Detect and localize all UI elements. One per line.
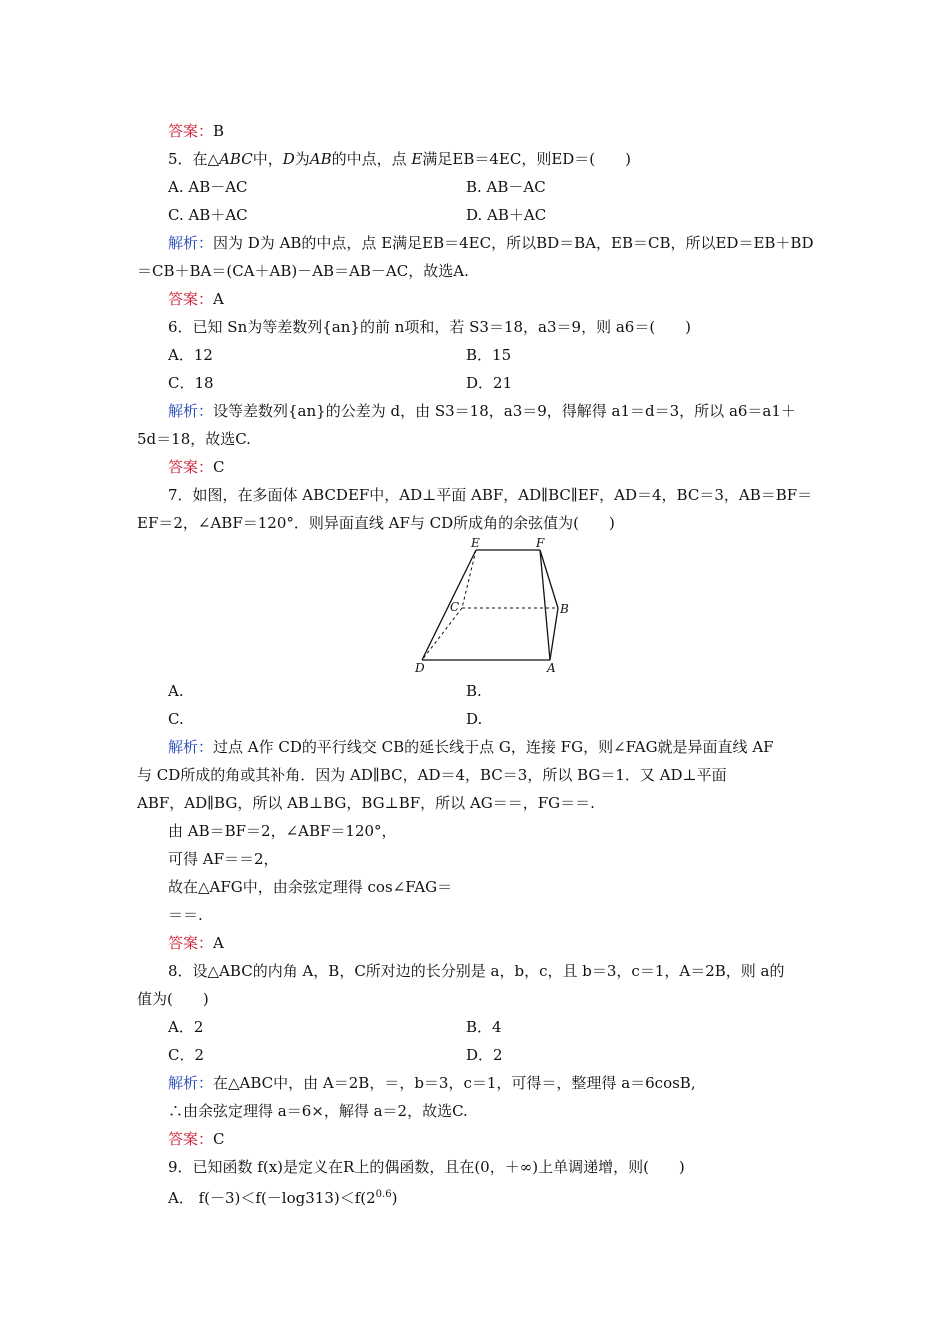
q5-option-b: B. AB－AC: [466, 178, 546, 196]
q8-option-d: D．2: [466, 1046, 503, 1064]
q5-stem: 5．在△ABC中，D为AB的中点，点 E满足EB＝4EC，则ED＝( ): [168, 150, 631, 168]
q7-option-c: C.: [168, 710, 184, 728]
q8-analysis-line1: 解析：在△ABC中，由 A＝2B，＝，b＝3，c＝1，可得＝，整理得 a＝6cosB,: [168, 1074, 696, 1092]
q6-option-b: B．15: [466, 346, 512, 364]
q8-analysis-line2: ∴由余弦定理得 a＝6×，解得 a＝2，故选C.: [168, 1102, 468, 1120]
q7-option-d: D.: [466, 710, 483, 728]
q9-stem: 9．已知函数 f(x)是定义在R上的偶函数，且在(0，＋∞)上单调递增，则( ): [168, 1158, 685, 1176]
q7-analysis-line1: 解析：过点 A作 CD的平行线交 CB的延长线于点 G，连接 FG，则∠FAG就是异面直线 AF: [168, 738, 774, 756]
q8-option-b: B．4: [466, 1018, 502, 1036]
q5-answer-line: 答案：A: [168, 290, 224, 308]
answer-value: B: [213, 122, 225, 140]
q6-answer-line: 答案：C: [168, 458, 225, 476]
q4-answer-line: [168, 120, 816, 142]
q6-stem: 6．已知 Sn为等差数列{an}的前 n项和，若 S3＝18，a3＝9，则 a6＝( ): [168, 318, 692, 336]
edge-ec-hidden: [462, 550, 476, 608]
q6-option-a: A．12: [168, 346, 213, 364]
q5-analysis-line2: ＝CB＋BA＝(CA＋AB)－AB＝AB－AC，故选A.: [137, 262, 469, 280]
q7-analysis-line7: ＝＝.: [168, 906, 203, 924]
q6-option-d: D．21: [466, 374, 513, 392]
q5-option-c: C. AB＋AC: [168, 206, 248, 224]
q8-option-c: C．2: [168, 1046, 205, 1064]
label-d: D: [415, 661, 425, 675]
edge-ba: [550, 608, 558, 660]
q7-answer-line: 答案：A: [168, 934, 224, 952]
q7-analysis-line4: 由 AB＝BF＝2，∠ABF＝120°，: [168, 822, 397, 840]
q7-analysis-line6: 故在△AFG中，由余弦定理得 cos∠FAG＝: [168, 878, 453, 896]
label-a: A: [547, 661, 556, 675]
q6-option-c: C．18: [168, 374, 214, 392]
q7-option-a: A.: [168, 682, 184, 700]
q9-option-a: A． $f(-3)<f(-\log 313)<f(2^{0.6})$: [168, 1189, 398, 1207]
edge-cd-hidden: [422, 608, 462, 660]
label-c: C: [450, 600, 460, 614]
q6-analysis-line2: 5d＝18，故选C.: [137, 430, 251, 448]
q7-stem-line1: 7．如图，在多面体 ABCDEF中，AD⊥平面 ABF，AD∥BC∥EF，AD＝4，BC＝3，AB＝BF＝: [168, 486, 813, 504]
q7-stem-line2: EF＝2，∠ABF＝120°．则异面直线 AF与 CD所成角的余弦值为( ): [137, 514, 615, 532]
q7-analysis-line5: 可得 AF＝＝2，: [168, 850, 279, 868]
answer-label: 答案：: [168, 122, 214, 140]
q7-option-b: B.: [466, 682, 482, 700]
edge-ed: [422, 550, 476, 660]
q8-answer-line: 答案：C: [168, 1130, 225, 1148]
q5-option-a: A. AB－AC: [168, 178, 248, 196]
label-e: E: [471, 538, 480, 550]
q6-analysis-line1: 解析：设等差数列{an}的公差为 d，由 S3＝18，a3＝9，得解得 a1＝d＝3，所以 a6＝a1＋: [168, 402, 796, 420]
q7-analysis-line3: ABF，AD∥BG，所以 AB⊥BG，BG⊥BF，所以 AG＝＝，FG＝＝.: [137, 794, 595, 812]
polyhedron-figure: [412, 538, 572, 678]
analysis-label: 解析：: [168, 234, 214, 252]
q8-stem-line1: 8．设△ABC的内角 A，B，C所对边的长分别是 a，b，c，且 b＝3，c＝1，A＝2B，则 a的: [168, 962, 785, 980]
q8-stem-line2: 值为( ): [137, 990, 209, 1008]
q5-analysis-line1: 解析：因为 D为 AB的中点，点 E满足EB＝4EC，所以BD＝BA，EB＝CB，所以ED＝EB＋BD: [168, 234, 814, 252]
q5-option-d: D. AB＋AC: [466, 206, 547, 224]
q8-option-a: A．2: [168, 1018, 204, 1036]
label-f: F: [536, 538, 545, 550]
q7-analysis-line2: 与 CD所成的角或其补角．因为 AD∥BC，AD＝4，BC＝3，所以 BG＝1．又 AD⊥平面: [137, 766, 727, 784]
label-b: B: [560, 602, 569, 616]
